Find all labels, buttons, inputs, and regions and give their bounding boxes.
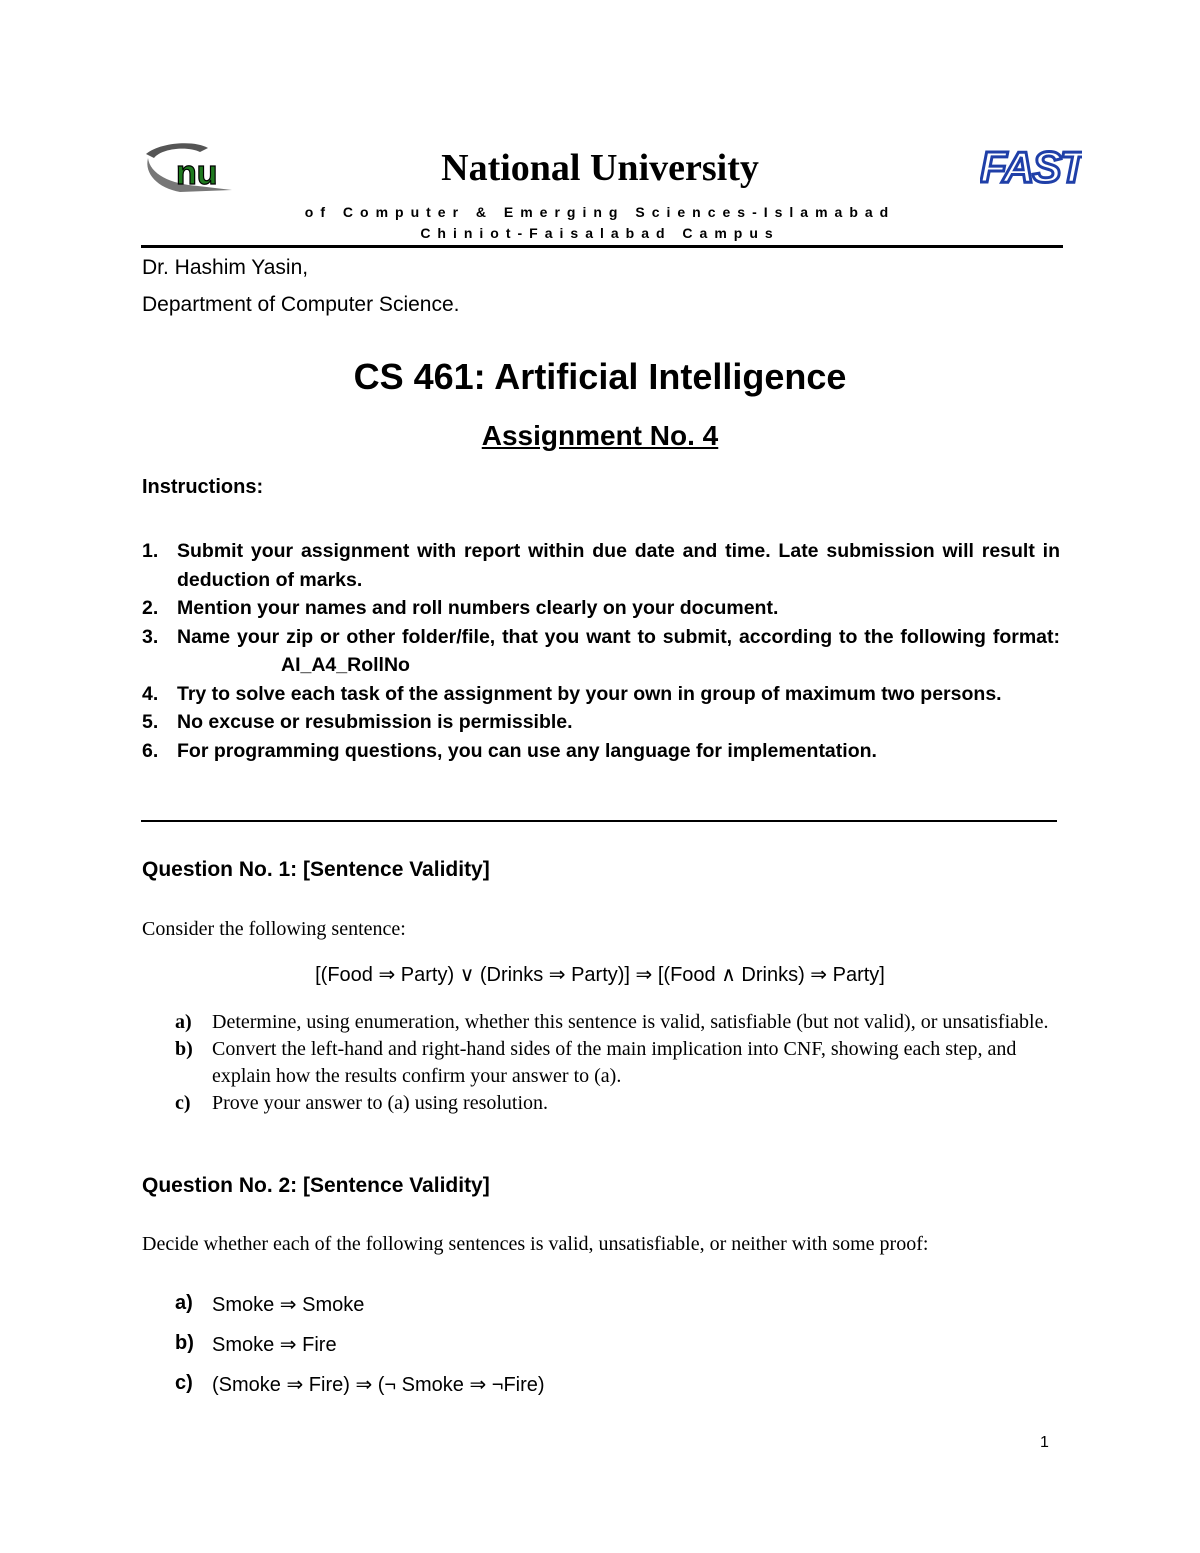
- question-1-parts: [175, 1009, 1055, 1117]
- emphasis: report: [463, 540, 521, 562]
- svg-text:nu: nu: [176, 154, 218, 192]
- author-name: Dr. Hashim Yasin,: [142, 256, 309, 279]
- page-number: 1: [1040, 1434, 1049, 1451]
- section-divider: [141, 820, 1057, 822]
- svg-text:FAST: FAST: [980, 143, 1082, 188]
- campus-subtitle: Chiniot-Faisalabad Campus: [420, 225, 780, 241]
- course-title: CS 461: Artificial Intelligence: [353, 356, 847, 397]
- list-item: 4. Try to solve each task of the assignment by your own in group of maximum two persons.: [142, 682, 1002, 705]
- question-2-heading: Question No. 2: [Sentence Validity]: [142, 1174, 490, 1197]
- list-item: b) Convert the left-hand and right-hand sides of the main implication into CNF, showing each step, and explain how the results confirm your answer to (a).: [175, 1038, 1017, 1087]
- university-name: National University: [441, 147, 759, 189]
- emphasis: maximum two persons: [784, 682, 997, 705]
- list-item: c) (Smoke ⇒ Fire) ⇒ (¬ Smoke ⇒ ¬Fire): [175, 1372, 545, 1396]
- list-item: a) Determine, using enumeration, whether this sentence is valid, satisfiable (but not valid), or unsatisfiable.: [175, 1011, 1049, 1033]
- question-1-heading: Question No. 1: [Sentence Validity]: [142, 858, 490, 881]
- list-item: 6. For programming questions, you can use any language for implementation.: [142, 739, 877, 762]
- author-department: Department of Computer Science.: [142, 293, 460, 316]
- list-item: 2. Mention your names and roll numbers clearly on your document.: [142, 597, 779, 619]
- assignment-title: Assignment No. 4: [481, 420, 719, 451]
- question-2-intro: Decide whether each of the following sentences is valid, unsatisfiable, or neither with some proof:: [142, 1233, 929, 1255]
- university-subtitle: of Computer & Emerging Sciences-Islamabad: [304, 204, 896, 220]
- list-item: b) Smoke ⇒ Fire: [175, 1332, 337, 1356]
- header-divider: [141, 245, 1063, 248]
- list-item: a) Smoke ⇒ Smoke: [175, 1292, 365, 1316]
- instructions-list: [142, 537, 1060, 765]
- question-1-intro: Consider the following sentence:: [142, 918, 406, 940]
- question-1-formula: [(Food ⇒ Party) ∨ (Drinks ⇒ Party)] ⇒ [(Food ∧ Drinks) ⇒ Party]: [315, 964, 885, 986]
- list-item: 3. Name your zip or other folder/file, that you want to submit, according to the following format:AI_A4_RollNo: [142, 625, 1060, 676]
- list-item: 1. Submit your assignment with report within due date and time. Late submission will result in deduction of marks.: [142, 540, 1060, 591]
- file-format-value: AI_A4_RollNo: [281, 654, 410, 676]
- list-item: c) Prove your answer to (a) using resolution.: [175, 1092, 549, 1114]
- instructions-heading: Instructions:: [142, 476, 264, 498]
- list-item: 5. No excuse or resubmission is permissible.: [142, 711, 573, 733]
- question-2-parts: [175, 1292, 545, 1412]
